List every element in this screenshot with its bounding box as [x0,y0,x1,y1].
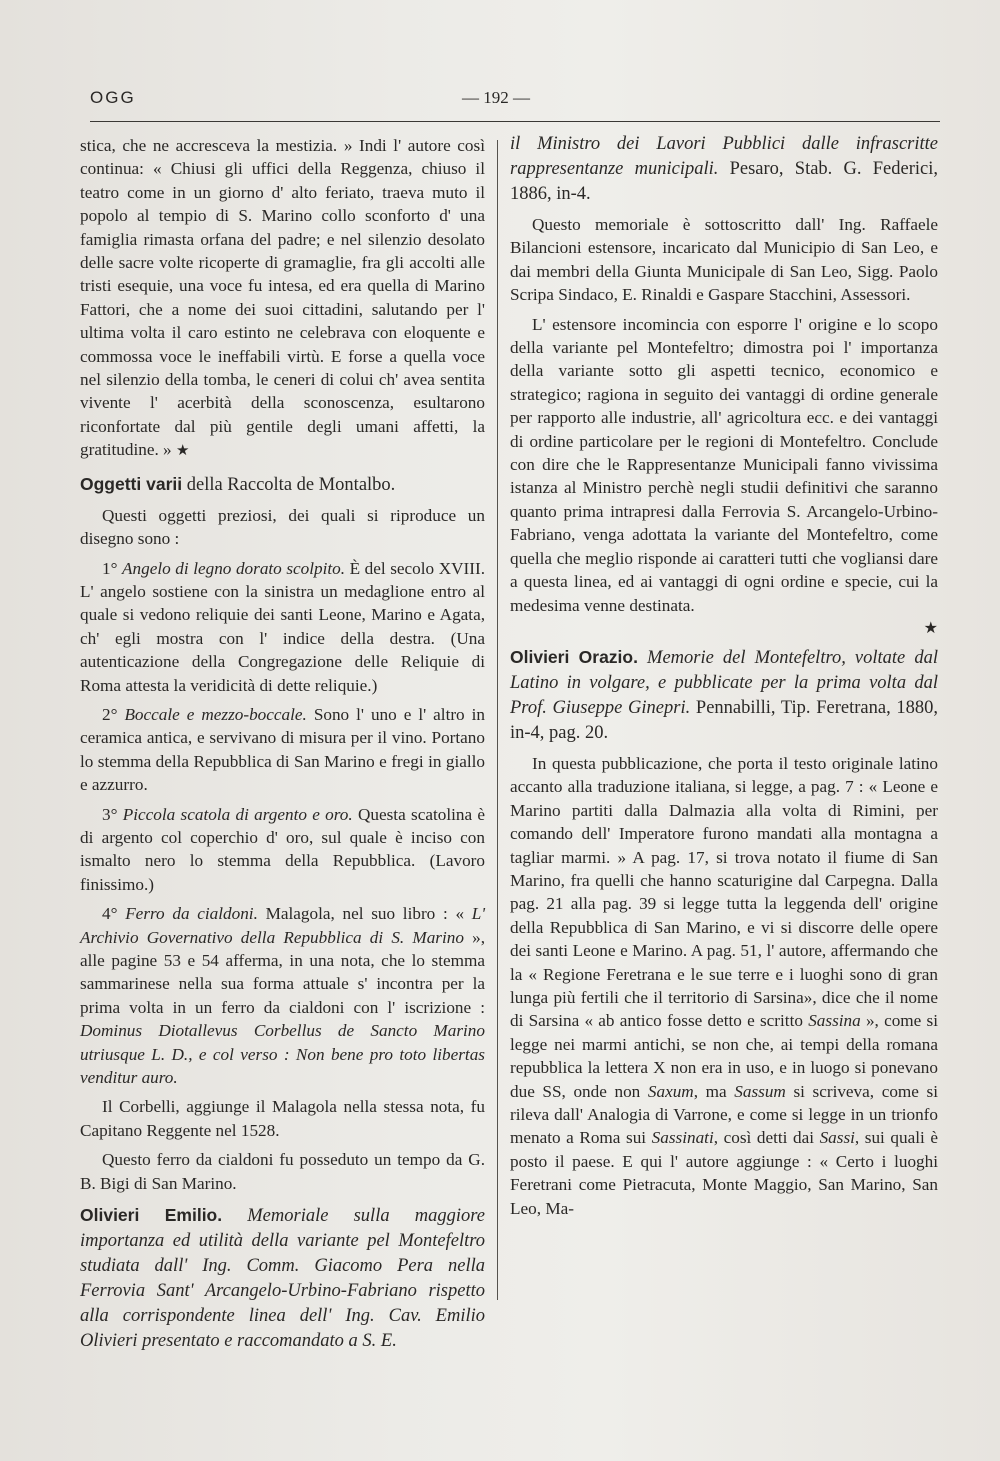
entry-continuation: il Ministro dei Lavori Pubblici dalle infrascritte rappresentanze municipali. Pesaro, Stab. G. Federici, 1886, in-4. [510,134,938,204]
list-item: 3° Piccola scatola di argento e oro. Questa scatolina è di argento col coperchio d' oro, sul quale è inciso con ismalto nero lo stemma della Repubblica. (Lavoro finissimo.) [80,804,486,894]
column-divider [497,140,498,1300]
entry-heading: Olivieri Orazio. [510,646,638,667]
page-header [90,88,940,118]
paragraph-continuation: stica, che ne accresceva la mestizia. » Indi l' autore così continua: « Chiusi gli uffici della Reggenza, chiuso il teatro come in un giorno d' alto feriato, traeva muto il popolo al tempio di S. Marino collo sconforto d' una famiglia rimasta orfana del padre; e nel silenzio desolato delle sacre volte ricoperte di gramaglie, fra gli accolti alle tristi esequie, una voce fu intesa, ed era quella di Marino Fattori, che a nome dei suoi cittadini, salutando per l' ultima volta il caro estinto ne celebrava con eloquente e commossa voce le ineffabili virtù. E forse a quella voce nel silenzio della tomba, le ceneri di colui ch' avea sentita vivente l' acerbità della sconoscenza, esultarono riconfortate dal più gentile degli umani affetti, la gratitudine. » ★ [80,136,485,460]
right-column [510,132,938,1220]
entry-oggetti-varii: Oggetti varii della Raccolta de Montalbo. [80,473,396,495]
entry-heading: Olivieri Emilio. [80,1205,223,1226]
entry-olivieri-emilio: Olivieri Emilio. Memoriale sulla maggiore importanza ed utilità della variante pel Montefeltro studiata dall' Ing. Comm. Giacomo Pera nella Ferrovia Sant' Arcangelo-Urbino-Fabriano rispetto alla corrispondente linea dell' Ing. Cav. Emilio Olivieri presentato e raccomandato a S. E. [80,1205,485,1352]
running-head: OGG [90,88,136,107]
list-item: 4° Ferro da cialdoni. Malagola, nel suo libro : « L' Archivio Governativo della Repubblica di S. Marino », alle pagine 53 e 54 afferma, in una nota, che lo stemma sammarinese nella sua forma attuale s' incontra per la prima volta in un ferro da cialdoni con l' iscrizione : Dominus Diotallevus Corbellus de Sancto Marino utriusque L. D., e col verso : Non bene pro toto libertas venditur auro. [80,904,486,1088]
entry-heading: Oggetti varii [80,473,183,494]
page-number: — 192 — [462,88,530,107]
paragraph: Il Corbelli, aggiunge il Malagola nella stessa nota, fu Capitano Reggente nel 1528. [80,1097,485,1140]
header-rule [90,121,940,122]
star-icon: ★ [923,619,938,637]
left-column [80,134,485,1354]
paragraph: In questa pubblicazione, che porta il testo originale latino accanto alla traduzione italiana, si legge, a pag. 7 : « Leone e Marino partiti dalla Dalmazia alla volta di Rimini, per comando dell' Imperatore furono mandati alla montagna a tagliar marmi. » A pag. 17, si trova notato il fiume di San Marino, fra quelli che hanno scaturigine dal Carpegna. Dalla pag. 21 alla pag. 39 si legge tutta la leggenda dell' origine della Repubblica di San Marino, e vi si discorre delle opere dei santi Leone e Marino. A pag. 51, l' autore, affermando che la « Regione Feretrana e le sue terre e i luoghi sono di gran lunga più fertili che il territorio di Sarsina», dice che il nome di Sarsina « ab antico fosse detto e scritto Sassina », come si legge nei marmi antichi, se non che, ai tempi della romana repubblica la lettera X non era in uso, e in luogo si ponevano due SS, onde non Saxum, ma Sassum si scriveva, come si rileva dall' Analogia di Varrone, e come si legge in un trionfo menato a Roma sui Sassinati, così detti dai Sassi, sui quali è posto il paese. E qui l' autore aggiunge : « Certo i luoghi Feretrani come Pietracuta, Monte Maggio, San Marino, San Leo, Ma- [510,753,939,1218]
star-line [510,617,938,637]
paragraph: Questo ferro da cialdoni fu posseduto un tempo da G. B. Bigi di San Marino. [80,1150,485,1193]
entry-olivieri-orazio: Olivieri Orazio. Memorie del Montefeltro, voltate dal Latino in volgare, e pubblicate per la prima volta dal Prof. Giuseppe Ginepri. Pennabilli, Tip. Feretrana, 1880, in-4, pag. 20. [510,646,938,743]
entry-intro: Questi oggetti preziosi, dei quali si riproduce un disegno sono : [80,505,485,549]
paragraph: L' estensore incomincia con esporre l' origine e lo scopo della variante pel Montefeltro; dimostra poi l' importanza della variante sotto gli aspetti tecnico, economico e strategico; ragiona in seguito dei vantaggi di ordine generale per rapporto alle industrie, all' agricoltura ecc. e dei vantaggi di ordine particolare per le regioni di Montefeltro. Conclude con dire che le Rappresentanze Municipali fanno vivissima istanza al Ministro perchè negli studii definitivi che saranno quanto prima intrapresi dalla Ferrovia S. Arcangelo-Urbino-Fabriano, venga adottata la variante del Montefeltro, come quella che meglio risponde ai caratteri tutti che vogliansi dare a questa linea, ed ai vantaggi di ogni ordine e specie, cui la medesima venne destinata. [510,314,938,615]
list-item: 1° Angelo di legno dorato scolpito. È del secolo XVIII. L' angelo sostiene con la sinistra un medaglione entro al quale si vedono reliquie dei santi Leone, Marino e Agata, ch' egli mostra con l' indice della destra. (Una autenticazione della Congregazione delle Reliquie di Roma attesta la veridicità di dette reliquie.) [80,558,485,695]
list-item: 2° Boccale e mezzo-boccale. Sono l' uno e l' altro in ceramica antica, e servivano di misura per il vino. Portano lo stemma della Repubblica di San Marino e fregi in giallo e azzurro. [80,704,485,795]
paragraph: Questo memoriale è sottoscritto dall' Ing. Raffaele Bilancioni estensore, incaricato dal Municipio di San Leo, e dai membri della Giunta Municipale di San Leo, Sigg. Paolo Scripa Sindaco, E. Rinaldi e Gaspare Stacchini, Assessori. [510,215,938,305]
star-icon: ★ [175,443,190,460]
